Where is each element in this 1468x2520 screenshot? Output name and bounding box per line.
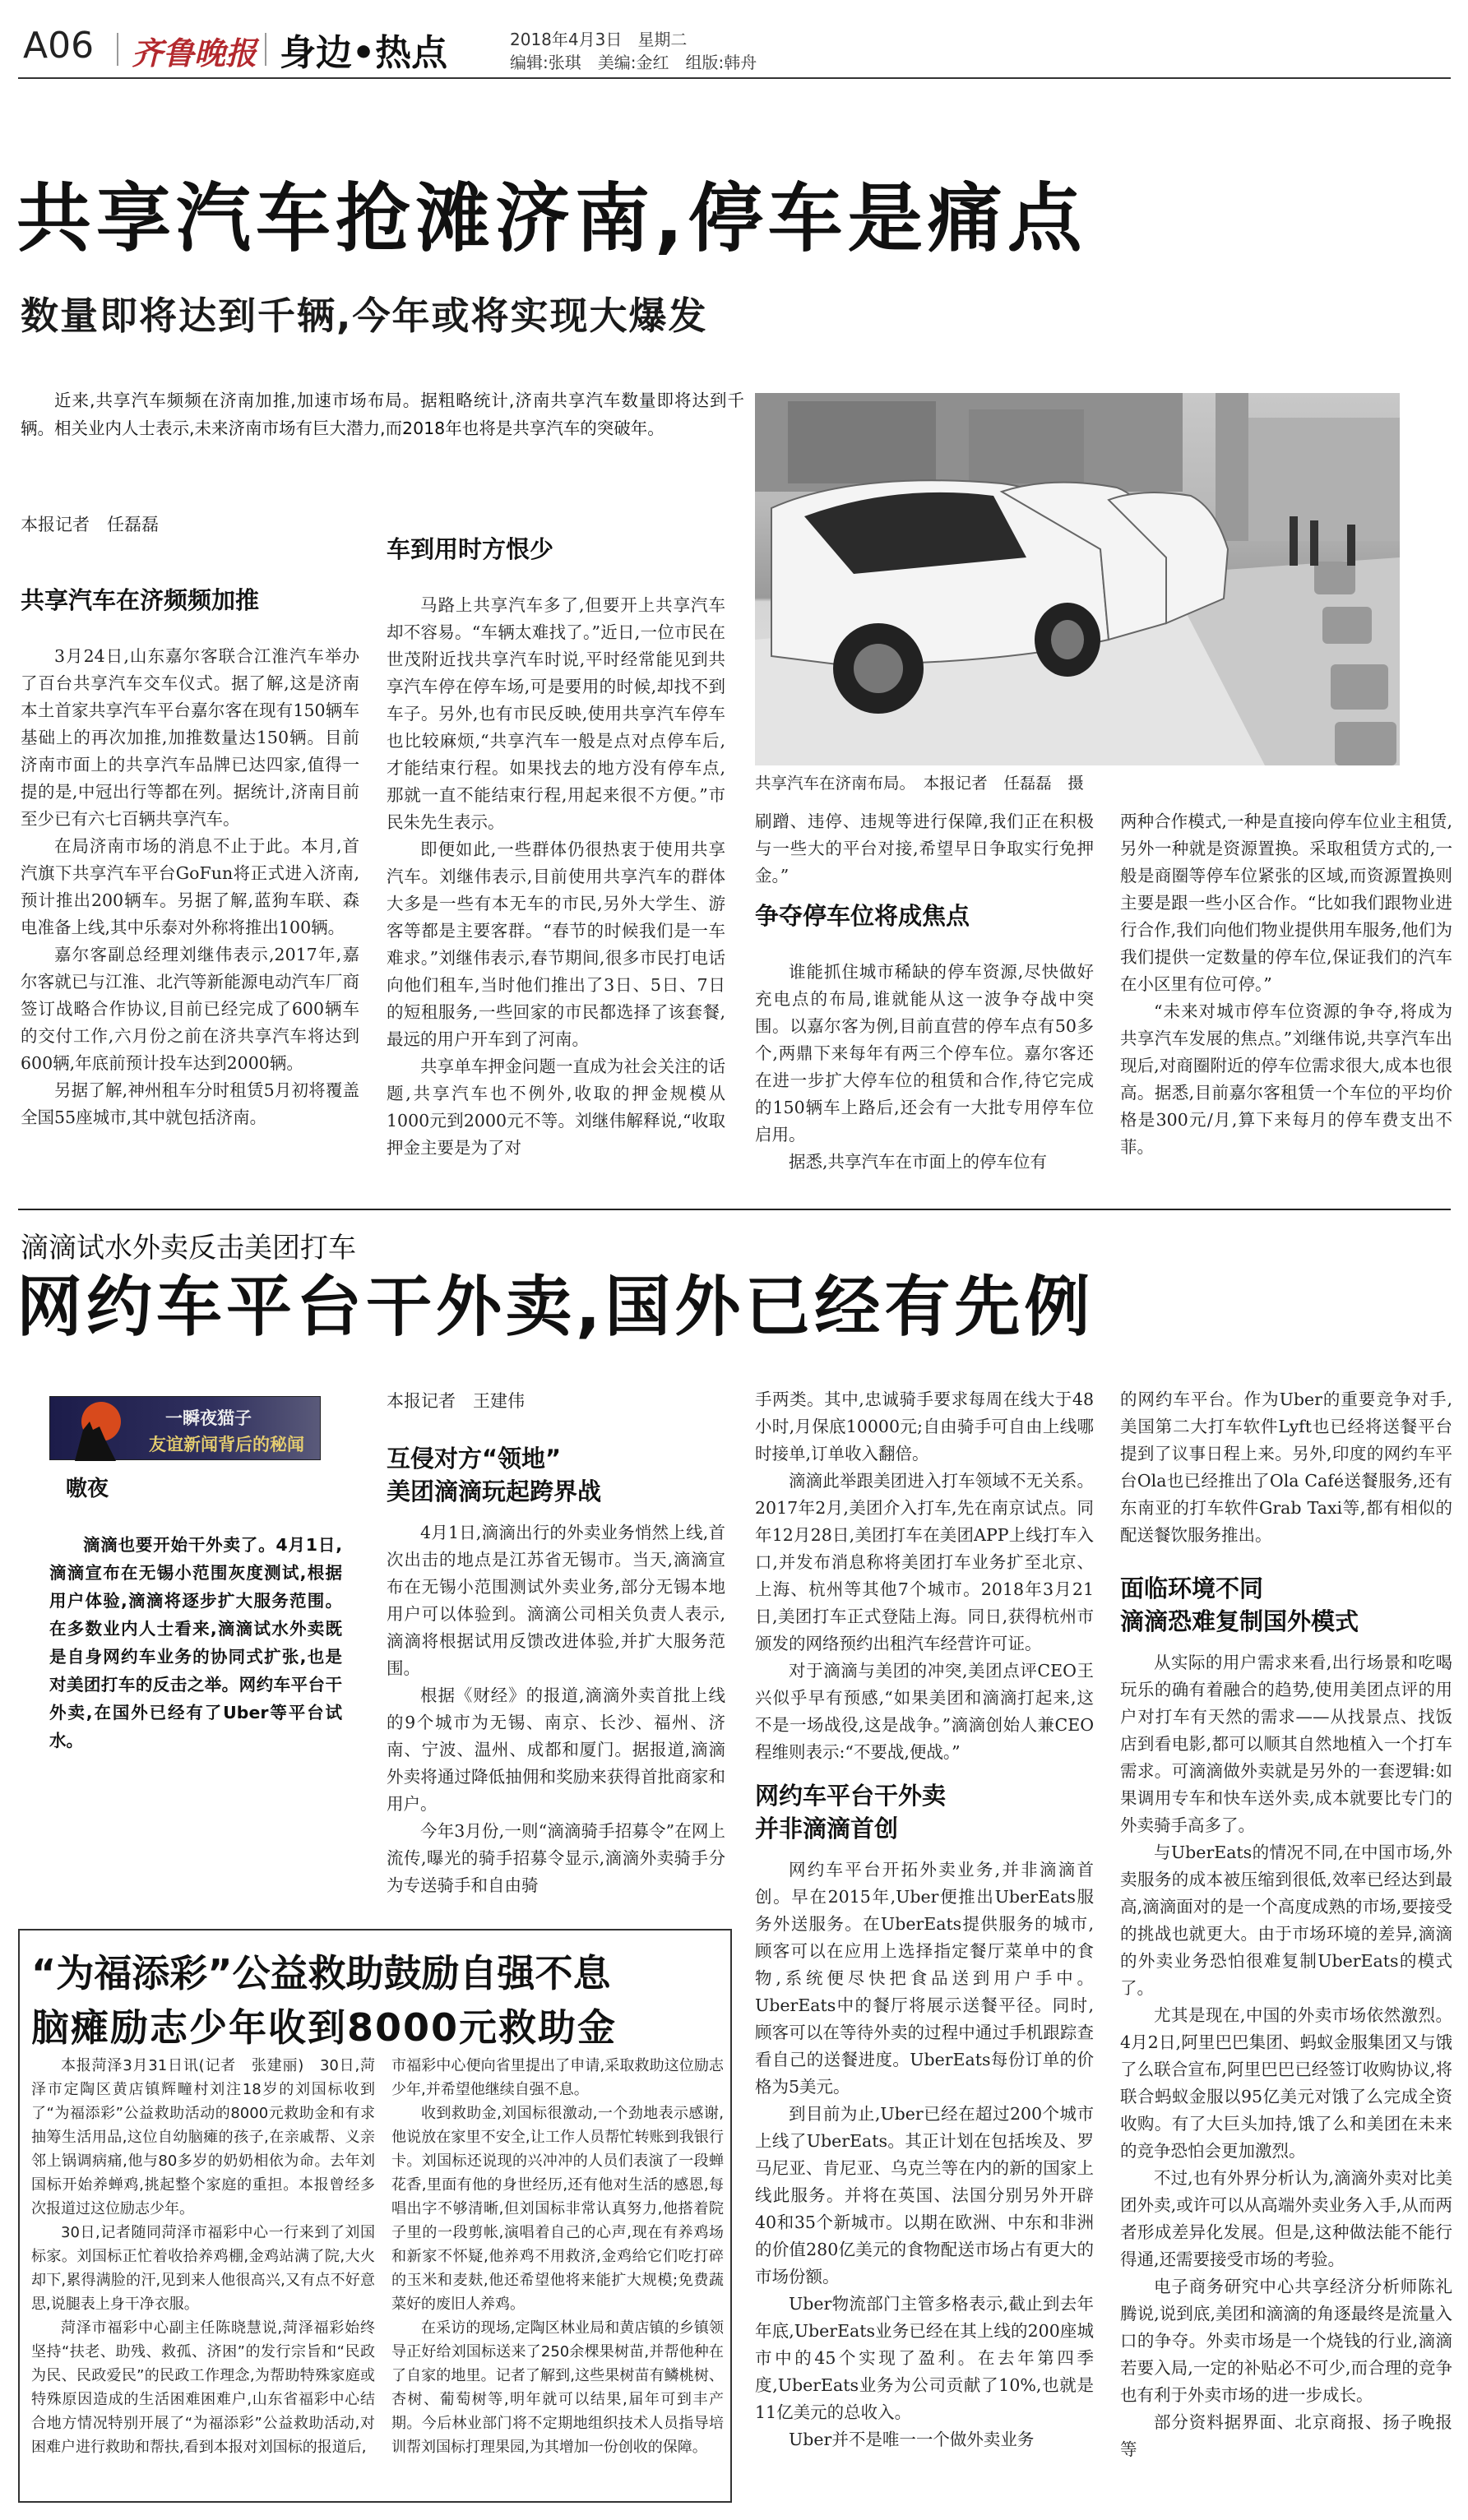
s3-paragraph: 据悉,共享汽车在市面上的停车位有 xyxy=(789,1152,1048,1172)
c4-paragraph: 的网约车平台。作为Uber的重要竞争对手,美国第二大打车软件Lyft也已经将送餐平台提到了议事日程上来。另外,印度的网约车平台Ola也已经推出了Ola Café送餐服务,还有东南亚的打车软件Grab Taxi等,都有相似的配送餐饮服务推出。 xyxy=(1120,1389,1452,1545)
t1-title-line2: 美团滴滴玩起跨界战 xyxy=(387,1477,602,1505)
issue-date: 2018年4月3日 xyxy=(510,30,623,49)
story2-headline: 网约车平台干外卖,国外已经有先例 xyxy=(16,1269,1095,1345)
page-number: A06 xyxy=(23,25,95,67)
story2-lead xyxy=(49,1531,342,1778)
story3-colA xyxy=(31,2054,375,2495)
c4-paragraph: 尤其是现在,中国的外卖市场依然激烈。4月2日,阿里巴巴集团、蚂蚁金服集团又与饿了么联合宣布,阿里巴巴已经签订收购协议,将联合蚂蚁金服以95亿美元对饿了么完成全资收购。有了大巨头加持,饿了么和美团在未来的竞争恐怕会更加激烈。 xyxy=(1120,2005,1452,2161)
section-title-s2: 车到用时方恨少 xyxy=(387,535,554,563)
issue-weekday: 星期二 xyxy=(637,30,688,49)
t2-title-line1: 网约车平台干外卖 xyxy=(755,1782,947,1810)
intro-text: 近来,共享汽车频频在济南加推,加速市场布局。据粗略统计,济南共享汽车数量即将达到千辆。相关业内人士表示,未来济南市场有巨大潜力,而2018年也将是共享汽车的突破年。 xyxy=(21,391,744,438)
story3-paragraph: 市福彩中心便向省里提出了申请,采取救助这位励志少年,并希望他继续自强不息。 xyxy=(391,2057,724,2098)
c4-paragraph: 从实际的用户需求来看,出行场景和吃喝玩乐的确有着融合的趋势,使用美团点评的用户对打车有天然的需求——从找景点、找饭店到看电影,都可以顺其自然地植入一个打车需求。可滴滴做外卖就是另外的一套逻辑:如果调用专车和快车送外卖,成本就要比专门的外卖骑手高多了。 xyxy=(1120,1653,1452,1835)
masthead-divider xyxy=(265,33,266,66)
story3-box xyxy=(18,1929,732,2503)
story3-colB xyxy=(391,2054,724,2495)
story-separator xyxy=(18,1209,1451,1210)
s2-paragraph: 马路上共享汽车多了,但要开上共享汽车却不容易。“车辆太难找了。”近日,一位市民在世茂附近找共享汽车时说,平时经常能见到共享汽车停在停车场,可是要用的时候,却找不到车子。另外,也有市民反映,使用共享汽车停车也比较麻烦,“共享汽车一般是点对点停车后,才能结束行程。如果找去的地方没有停车点,那就一直不能结束行程,用起来很不方便。”市民朱先生表示。 xyxy=(387,595,725,832)
t1-paragraph: 根据《财经》的报道,滴滴外卖首批上线的9个城市为无锡、南京、长沙、福州、济南、宁波、温州、成都和厦门。据报道,滴滴外卖将通过降低抽佣和奖励来获得首批商家和用户。 xyxy=(387,1685,725,1814)
lead-paragraph: 滴滴也要开始干外卖了。4月1日,滴滴宣布在无锡小范围灰度测试,根据用户体验,滴滴将逐步扩大服务范围。在多数业内人士看来,滴滴试水外卖既是自身网约车业务的协同式扩张,也是对美团打车的反击之举。网约车平台干外卖,在国外已经有了Uber等平台试水。 xyxy=(49,1535,342,1750)
s1-paragraph: 在局济南市场的消息不止于此。本月,首汽旗下共享汽车平台GoFun将正式进入济南,预计推出200辆车。另据了解,蓝狗车联、森电准备上线,其中乐泰对外称将推出100辆。 xyxy=(21,836,359,937)
issue-date-line xyxy=(510,26,687,50)
story1-col3 xyxy=(755,808,1094,1194)
story1-byline: 本报记者 任磊磊 xyxy=(21,515,159,534)
parked-cars-illustration xyxy=(755,393,1400,765)
t1-paragraph: 今年3月份,一则“滴滴骑手招募令”在网上流传,曝光的骑手招募令显示,滴滴外卖骑手分为专送骑手和自由骑 xyxy=(387,1821,725,1895)
section-title-s3: 争夺停车位将成焦点 xyxy=(755,902,970,930)
section-title: 身边•热点 xyxy=(280,32,448,74)
masthead-rule xyxy=(18,77,1451,79)
t3-title-line1: 面临环境不同 xyxy=(1120,1574,1264,1602)
c4-paragraph: 不过,也有外界分析认为,滴滴外卖对比美团外卖,或许可以从高端外卖业务入手,从而两者形成差异化发展。但是,这种做法能不能行得通,还需要接受市场的考验。 xyxy=(1120,2168,1452,2269)
t2-title-line2: 并非滴滴首创 xyxy=(755,1815,899,1843)
section-title-t2 xyxy=(755,1779,1094,1845)
column-logo xyxy=(49,1396,321,1460)
s2-paragraph: 共享单车押金问题一直成为社会关注的话题,共享汽车也不例外,收取的押金规模从1000元到2000元不等。刘继伟解释说,“收取押金主要是为了对 xyxy=(387,1057,725,1158)
c4-paragraph: 电子商务研究中心共享经济分析师陈礼腾说,说到底,美团和滴滴的角逐最终是流量入口的争夺。外卖市场是一个烧钱的行业,滴滴若要入局,一定的补贴必不可少,而合理的竞争也有利于外卖市场的进一步成长。 xyxy=(1120,2277,1452,2405)
masthead xyxy=(0,0,1468,79)
t3-title-line2: 滴滴恐难复制国外模式 xyxy=(1120,1607,1359,1635)
story3-paragraph: 在采访的现场,定陶区林业局和黄店镇的乡镇领导正好给刘国标送来了250余棵果树苗,并帮他种在了自家的地里。记者了解到,这些果树苗有鳞桃树、杏树、葡萄树等,明年就可以结果,届年可到丰产期。今后林业部门将不定期地组织技术人员指导培训帮刘国标打理果园,为其增加一份创收的保障。 xyxy=(391,2319,724,2456)
s1-paragraph: 3月24日,山东嘉尔客联合江淮汽车举办了百台共享汽车交车仪式。据了解,这是济南本土首家共享汽车平台嘉尔客在现有150辆车基础上的再次加推,加推数量达150辆。目前济南市面上的共享汽车品牌已达四家,值得一提的是,中冠出行等都在列。据统计,济南目前至少已有六七百辆共享汽车。 xyxy=(21,646,359,829)
s3-paragraph: 刷蹭、违停、违规等进行保障,我们正在积极与一些大的平台对接,希望早日争取实行免押金。” xyxy=(755,811,1094,885)
c3-paragraph: Uber物流部门主管多格表示,截止到去年年底,UberEats业务已经在其上线的200座城市中的45个实现了盈利。在去年第四季度,UberEats业务为公司贡献了10%,也就是11亿美元的总收入。 xyxy=(755,2294,1094,2422)
t1-title-line1: 互侵对方“领地” xyxy=(387,1445,562,1473)
story1-subheadline: 数量即将达到千辆,今年或将实现大爆发 xyxy=(21,294,708,338)
story3-paragraph: 本报菏泽3月31日讯(记者 张建丽) 30日,菏泽市定陶区黄店镇辉疃村刘注18岁的刘国标收到了“为福添彩”公益救助活动的8000元救助金和有求抽筹生活用品,这位自幼脑瘫的孩子,在亲戚帮、义亲邻上锅调病痛,他与80多岁的奶奶相依为命。去年刘国标开始养蝉鸡,挑起整个家庭的重担。本报曾经多次报道过这位励志少年。 xyxy=(31,2057,375,2217)
story3-paragraph: 收到救助金,刘国标很激动,一个劲地表示感谢,他说放在家里不安全,让工作人员帮忙转账到我银行卡。刘国标还说现的兴冲冲的人员们表演了一段蝉花香,里面有他的身世经历,还有他对生活的感恩,每唱出字不够清晰,但刘国标非常认真努力,他搭着院子里的一段剪帐,演唱着自己的心声,现在有养鸡场和新家不怀疑,他养鸡不用救济,金鸡给它们吃打碎的玉米和麦麸,他还希望他将来能扩大规模;免费蔬菜好的废旧人养鸡。 xyxy=(391,2105,724,2313)
story2-col3 xyxy=(755,1386,1094,2504)
masthead-divider xyxy=(117,33,118,66)
story3-paragraph: 30日,记者随同菏泽市福彩中心一行来到了刘国标家。刘国标正忙着收拾养鸡棚,金鸡站满了院,大火却下,累得满脸的汗,见到来人他很高兴,又有点不好意思,说腿表上身干净衣服。 xyxy=(31,2224,375,2313)
column-logo-bottom: 友谊新闻背后的秘闻 xyxy=(149,1435,304,1454)
story1-intro xyxy=(21,386,744,477)
story1-col2 xyxy=(387,533,725,1194)
s4-paragraph: “未来对城市停车位资源的争夺,将成为共享汽车发展的焦点。”刘继伟说,共享汽车出现后,对商圈附近的停车位需求很大,成本也很高。据悉,目前嘉尔客租赁一个车位的平均价格是300元/月,算下来每月的停车费支出不菲。 xyxy=(1120,1001,1452,1157)
column-logo-top: 一瞬夜猫子 xyxy=(165,1408,252,1428)
story1-col1 xyxy=(21,511,359,1194)
story2-byline: 本报记者 王建伟 xyxy=(387,1391,525,1411)
s4-paragraph: 两种合作模式,一种是直接向停车位业主租赁,另外一种就是资源置换。采取租赁方式的,一般是商圈等停车位紧张的区域,而资源置换则主要是跟一些小区合作。“比如我们跟物业进行合作,我们向他们物业提供用车服务,他们为我们提供一定数量的停车位,保证我们的汽车在小区里有位可停。” xyxy=(1120,811,1452,994)
c4-paragraph: 与UberEats的情况不同,在中国市场,外卖服务的成本被压缩到很低,效率已经达到最高,滴滴面对的是一个高度成熟的市场,要接受的挑战也就更大。由于市场环境的差异,滴滴的外卖业务恐怕很难复制UberEats的模式了。 xyxy=(1120,1843,1452,1998)
c4-paragraph: 部分资料据界面、北京商报、扬子晚报等 xyxy=(1120,2412,1452,2459)
t1-paragraph: 4月1日,滴滴出行的外卖业务悄然上线,首次出击的地点是江苏省无锡市。当天,滴滴宣布在无锡小范围测试外卖业务,部分无锡本地用户可以体验到。滴滴公司相关负责人表示,滴滴将根据试用反馈改进体验,并扩大服务范围。 xyxy=(387,1523,725,1678)
c3-paragraph: 对于滴滴与美团的冲突,美团点评CEO王兴似乎早有预感,“如果美团和滴滴打起来,这不是一场战役,这是战争。”滴滴创始人兼CEO程维则表示:“不要战,便战。” xyxy=(755,1661,1094,1762)
c3-paragraph: 滴滴此举跟美团进入打车领域不无关系。2017年2月,美团介入打车,先在南京试点。同年12月28日,美团打车在美团APP上线打车入口,并发布消息称将美团打车业务扩至北京、上海、杭州等其他7个城市。2018年3月21日,美团打车正式登陆上海。同日,获得杭州市颁发的网络预约出租汽车经营许可证。 xyxy=(755,1471,1094,1653)
s2-paragraph: 即便如此,一些群体仍很热衷于使用共享汽车。刘继伟表示,目前使用共享汽车的群体大多是一些有本无车的市民,另外大学生、游客等都是主要客群。“春节的时候我们是一车难求。”刘继伟表示,春节期间,很多市民打电话向他们租车,当时他们推出了3日、5日、7日的短租服务,一些回家的市民都选择了该套餐,最远的用户开车到了河南。 xyxy=(387,839,725,1049)
story1-headline: 共享汽车抢滩济南,停车是痛点 xyxy=(16,176,1087,262)
story3-headline-line1: “为福添彩”公益救助鼓励自强不息 xyxy=(31,1951,611,1995)
c3-paragraph: 手两类。其中,忠诚骑手要求每周在线大于48小时,月保底10000元;自由骑手可自由上线哪时接单,订单收入翻倍。 xyxy=(755,1389,1094,1463)
s3-paragraph: 谁能抓住城市稀缺的停车资源,尽快做好充电点的布局,谁就能从这一波争夺战中突围。以嘉尔客为例,目前直营的停车点有50多个,两鼎下来每年有两三个停车位。嘉尔客还在进一步扩大停车位的租赁和合作,待它完成的150辆车上路后,还会有一大批专用停车位启用。 xyxy=(755,962,1094,1144)
story1-col4 xyxy=(1120,808,1452,1194)
editor-credits: 编辑:张琪 美编:金红 组版:韩舟 xyxy=(510,53,757,72)
section-title-t1 xyxy=(387,1442,725,1508)
photo-caption: 共享汽车在济南布局。 本报记者 任磊磊 摄 xyxy=(755,774,1084,793)
paper-logo: 齐鲁晚报 xyxy=(132,35,257,72)
wolf-moon-icon xyxy=(50,1397,149,1461)
c3-paragraph: 到目前为止,Uber已经在超过200个城市上线了UberEats。其正计划在包括埃及、罗马尼亚、肯尼亚、乌克兰等在内的新的国家上线此服务。并将在英国、法国分别另外开辟40和35个新城市。以期在欧洲、中东和非洲的价值280亿美元的食物配送市场占有更大的市场份额。 xyxy=(755,2104,1094,2286)
story2-kicker: 滴滴试水外卖反击美团打车 xyxy=(21,1232,356,1265)
s1-paragraph: 另据了解,神州租车分时租赁5月初将覆盖全国55座城市,其中就包括济南。 xyxy=(21,1080,359,1127)
c3-paragraph: 网约车平台开拓外卖业务,并非滴滴首创。早在2015年,Uber便推出UberEats服务外送服务。在UberEats提供服务的城市,顾客可以在应用上选择指定餐厅菜单中的食物,系统便尽快把食品送到用户手中。UberEats中的餐厅将展示送餐平径。同时,顾客可以在等待外卖的过程中通过手机跟踪查看自己的送餐进度。UberEats每份订单的价格为5美元。 xyxy=(755,1860,1094,2097)
column-author: 嗷夜 xyxy=(66,1477,109,1501)
s1-paragraph: 嘉尔客副总经理刘继伟表示,2017年,嘉尔客就已与江淮、北汽等新能源电动汽车厂商签订战略合作协议,目前已经完成了600辆车的交付工作,六月份之前在济共享汽车将达到600辆,年底前预计投车达到2000辆。 xyxy=(21,945,359,1073)
section-title-s1: 共享汽车在济频频加推 xyxy=(21,586,260,614)
story2-col4 xyxy=(1120,1386,1452,2504)
c3-paragraph: Uber并不是唯一一个做外卖业务 xyxy=(789,2430,1035,2449)
story1-photo xyxy=(755,393,1400,765)
story3-headline-line2: 脑瘫励志少年收到8000元救助金 xyxy=(31,2005,618,2050)
story3-paragraph: 菏泽市福彩中心副主任陈晓慧说,菏泽福彩始终坚持“扶老、助残、救孤、济困”的发行宗旨和“民政为民、民政爱民”的民政工作理念,为帮助特殊家庭或特殊原因造成的生活困难困难户,山东省福彩中心结合地方情况特别开展了“为福添彩”公益救助活动,对困难户进行救助和帮扶,看到本报对刘国标的报道后, xyxy=(31,2319,375,2456)
story2-col2 xyxy=(387,1388,725,1895)
section-title-t3 xyxy=(1120,1572,1452,1638)
